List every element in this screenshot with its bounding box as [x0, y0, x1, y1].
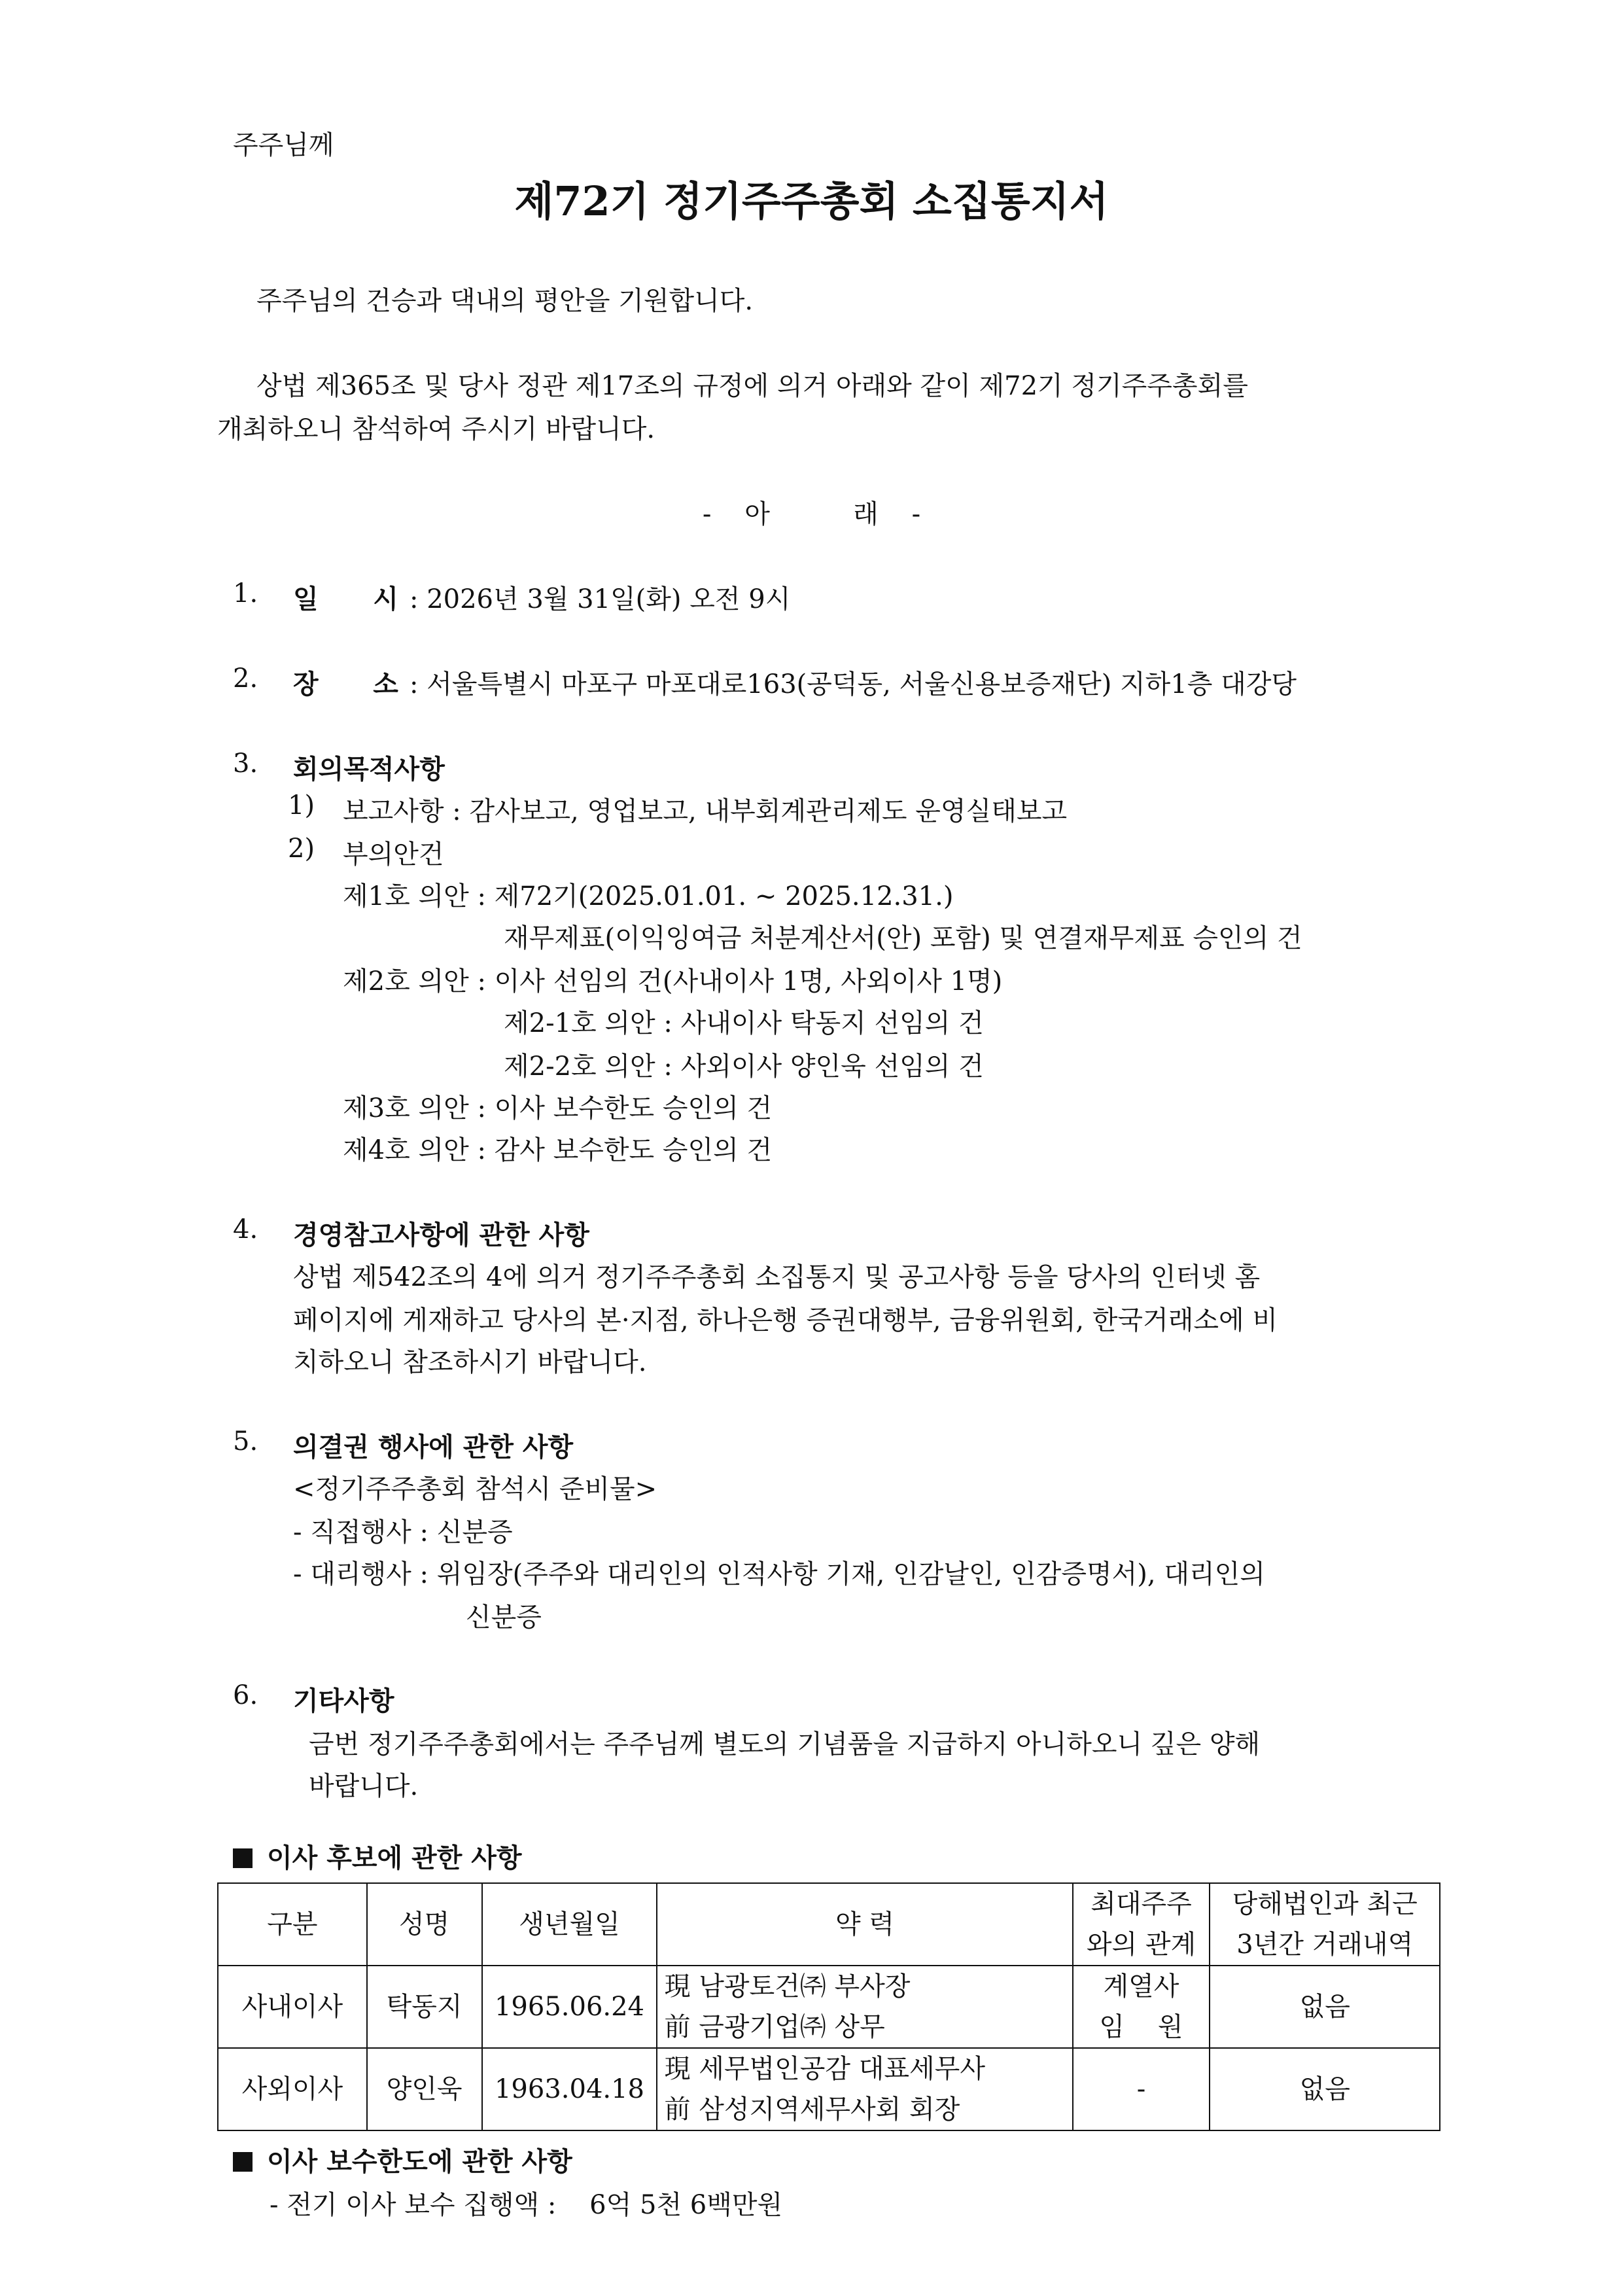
- report-item: 보고사항 : 감사보고, 영업보고, 내부회계관리제도 운영실태보고: [343, 796, 1068, 826]
- row-dealings: 없음: [1210, 2048, 1440, 2130]
- agenda-2-2: 제2-2호 의안 : 사외이사 양인욱 선임의 건: [504, 1051, 984, 1082]
- black-square-icon: [233, 1848, 253, 1868]
- direct-voting: - 직접행사 : 신분증: [293, 1517, 513, 1547]
- header-relation-line-1: 최대주주: [1091, 1889, 1192, 1919]
- report-item-number: 1): [288, 790, 315, 821]
- row-name: 탁동지: [367, 1966, 482, 2048]
- section-4-heading: 경영참고사항에 관한 사항: [293, 1220, 589, 1250]
- table-header-row: [218, 1883, 1440, 1966]
- header-dealings-line-2: 3년간 거래내역: [1236, 1930, 1414, 1960]
- black-square-icon: [233, 2152, 253, 2172]
- agenda-3: 제3호 의안 : 이사 보수한도 승인의 건: [343, 1093, 773, 1123]
- section-2-label: 장 소: [293, 669, 398, 699]
- section-6-heading: 기타사항: [293, 1686, 394, 1716]
- agenda-item-number: 2): [288, 834, 315, 864]
- row-career: [657, 2048, 1072, 2130]
- row-name: 양인욱: [367, 2048, 482, 2130]
- section-6-number: 6.: [233, 1680, 258, 1710]
- candidates-heading: [233, 1837, 522, 1875]
- section-2-number: 2.: [233, 663, 258, 694]
- page-title: 제72기 정기주주총회 소집통지서: [514, 177, 1109, 225]
- agenda-2: 제2호 의안 : 이사 선임의 건(사내이사 1명, 사외이사 1명): [343, 966, 1003, 997]
- row-relation-line-2: 임 원: [1099, 2012, 1183, 2042]
- section-4-line-2: 페이지에 게재하고 당사의 본·지점, 하나은행 증권대행부, 금융위원회, 한국거래소에 비: [293, 1305, 1278, 1335]
- header-dealings: [1210, 1883, 1440, 1966]
- row-birth: 1965.06.24: [482, 1966, 657, 2048]
- row-birth: 1963.04.18: [482, 2048, 657, 2130]
- agenda-1-line-1: 제1호 의안 : 제72기(2025.01.01. ~ 2025.12.31.): [343, 881, 954, 911]
- section-5-number: 5.: [233, 1426, 258, 1457]
- section-1-number: 1.: [233, 578, 258, 609]
- agenda-heading: 부의안건: [343, 839, 444, 870]
- salutation: 주주님께: [233, 130, 334, 160]
- intro-line-1: 상법 제365조 및 당사 정관 제17조의 규정에 의거 아래와 같이 제72기 정기주주총회를: [256, 371, 1248, 401]
- section-4-line-1: 상법 제542조의 4에 의거 정기주주총회 소집통지 및 공고사항 등을 당사의 인터넷 홈: [293, 1262, 1261, 1292]
- header-name: 성명: [367, 1883, 482, 1966]
- header-relation-line-2: 와의 관계: [1086, 1930, 1196, 1960]
- below-marker: - 아 래 -: [702, 499, 921, 529]
- compensation-heading: [233, 2141, 572, 2178]
- row-career-line-1: 現 남광토건㈜ 부사장: [664, 1971, 911, 2002]
- section-6-line-2: 바랍니다.: [309, 1771, 419, 1801]
- agenda-1-line-2: 재무제표(이익잉여금 처분계산서(안) 포함) 및 연결재무제표 승인의 건: [504, 923, 1302, 953]
- compensation-heading-text: 이사 보수한도에 관한 사항: [267, 2146, 572, 2177]
- agenda-2-1: 제2-1호 의안 : 사내이사 탁동지 선임의 건: [504, 1008, 984, 1038]
- section-4-number: 4.: [233, 1214, 258, 1245]
- header-birth: 생년월일: [482, 1883, 657, 1966]
- section-1-label: 일 시: [293, 584, 398, 614]
- greeting: 주주님의 건승과 댁내의 평안을 기원합니다.: [256, 286, 754, 316]
- row-dealings: 없음: [1210, 1966, 1440, 2048]
- header-category: 구분: [218, 1883, 367, 1966]
- section-1-text: : 2026년 3월 31일(화) 오전 9시: [410, 584, 791, 614]
- table-row: [218, 1966, 1440, 2048]
- section-6-line-1: 금번 정기주주총회에서는 주주님께 별도의 기념품을 지급하지 아니하오니 깊은 양해: [309, 1729, 1261, 1759]
- section-5-heading: 의결권 행사에 관한 사항: [293, 1432, 574, 1462]
- proxy-voting-line-2: 신분증: [466, 1602, 542, 1633]
- candidates-table: [217, 1882, 1440, 2131]
- header-dealings-line-1: 당해법인과 최근: [1232, 1889, 1418, 1919]
- section-3-heading: 회의목적사항: [293, 754, 445, 785]
- section-4-line-3: 치하오니 참조하시기 바랍니다.: [293, 1347, 647, 1377]
- row-career-line-2: 前 삼성지역세무사회 회장: [664, 2094, 960, 2125]
- compensation-line: - 전기 이사 보수 집행액 : 6억 5천 6백만원: [270, 2190, 783, 2220]
- section-2-text: : 서울특별시 마포구 마포대로163(공덕동, 서울신용보증재단) 지하1층 대강당: [410, 669, 1297, 699]
- header-career: 약 력: [657, 1883, 1072, 1966]
- row-relation: [1073, 1966, 1210, 2048]
- section-3-number: 3.: [233, 749, 258, 779]
- section-5-subheading: <정기주주총회 참석시 준비물>: [293, 1474, 657, 1504]
- row-relation-line-1: 계열사: [1103, 1971, 1179, 2002]
- table-row: [218, 2048, 1440, 2130]
- header-relation: [1073, 1883, 1210, 1966]
- row-category: 사외이사: [218, 2048, 367, 2130]
- row-career: [657, 1966, 1072, 2048]
- agenda-4: 제4호 의안 : 감사 보수한도 승인의 건: [343, 1135, 773, 1165]
- row-career-line-2: 前 금광기업㈜ 상무: [664, 2012, 885, 2042]
- proxy-voting-line-1: - 대리행사 : 위임장(주주와 대리인의 인적사항 기재, 인감날인, 인감증명서), 대리인의: [293, 1559, 1265, 1589]
- intro-line-2: 개최하오니 참석하여 주시기 바랍니다.: [217, 414, 655, 444]
- candidates-heading-text: 이사 후보에 관한 사항: [267, 1843, 522, 1873]
- row-relation: -: [1073, 2048, 1210, 2130]
- row-category: 사내이사: [218, 1966, 367, 2048]
- row-career-line-1: 現 세무법인공감 대표세무사: [664, 2054, 985, 2084]
